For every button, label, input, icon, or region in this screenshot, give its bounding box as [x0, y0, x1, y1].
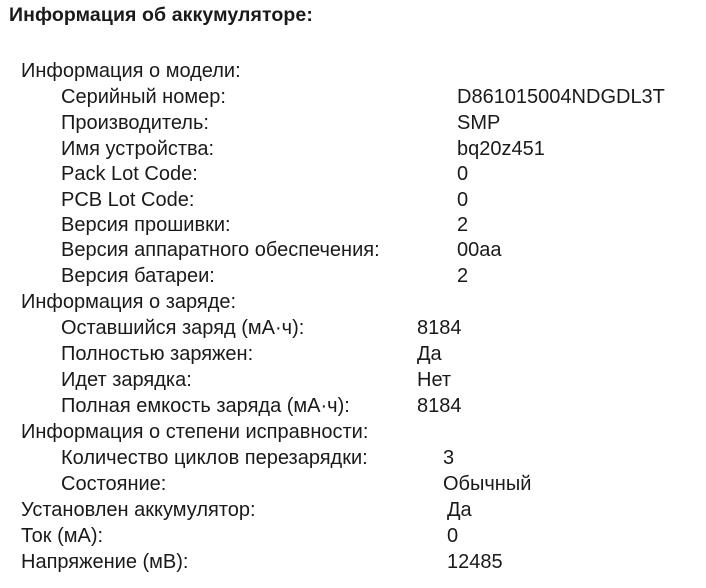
- amperage-label: Ток (мА):: [21, 525, 104, 547]
- pack-lot-code-value: 0: [457, 163, 469, 185]
- battery-version-value: 2: [457, 265, 469, 287]
- condition-label: Состояние:: [61, 473, 167, 495]
- pcb-lot-code-label: PCB Lot Code:: [61, 189, 195, 211]
- fully-charged-label: Полностью заряжен:: [61, 343, 254, 365]
- device-name-value: bq20z451: [457, 138, 545, 160]
- hardware-version-label: Версия аппаратного обеспечения:: [61, 239, 380, 261]
- cycle-count-value: 3: [443, 447, 455, 469]
- firmware-version-value: 2: [457, 214, 469, 236]
- battery-installed-value: Да: [447, 499, 472, 521]
- full-capacity-value: 8184: [417, 395, 462, 417]
- hardware-version-value: 00aa: [457, 239, 502, 261]
- page-title: Информация об аккумуляторе:: [9, 4, 313, 26]
- voltage-label: Напряжение (мВ):: [21, 551, 189, 573]
- serial-number-value: D861015004NDGDL3T: [457, 86, 665, 108]
- cycle-count-label: Количество циклов перезарядки:: [61, 447, 368, 469]
- remaining-charge-value: 8184: [417, 317, 462, 339]
- health-info-heading: Информация о степени исправности:: [21, 421, 369, 443]
- charge-info-heading: Информация о заряде:: [21, 291, 237, 313]
- firmware-version-label: Версия прошивки:: [61, 214, 231, 236]
- voltage-value: 12485: [447, 551, 503, 573]
- battery-installed-label: Установлен аккумулятор:: [21, 499, 256, 521]
- battery-version-label: Версия батареи:: [61, 265, 215, 287]
- device-name-label: Имя устройства:: [61, 138, 215, 160]
- fully-charged-value: Да: [417, 343, 442, 365]
- pack-lot-code-label: Pack Lot Code:: [61, 163, 198, 185]
- manufacturer-value: SMP: [457, 112, 501, 134]
- manufacturer-label: Производитель:: [61, 112, 209, 134]
- serial-number-label: Серийный номер:: [61, 86, 226, 108]
- pcb-lot-code-value: 0: [457, 189, 469, 211]
- model-info-heading: Информация о модели:: [21, 60, 241, 82]
- remaining-charge-label: Оставшийся заряд (мА·ч):: [61, 317, 305, 339]
- full-capacity-label: Полная емкость заряда (мА·ч):: [61, 395, 350, 417]
- charging-label: Идет зарядка:: [61, 369, 192, 391]
- charging-value: Нет: [417, 369, 452, 391]
- condition-value: Обычный: [443, 473, 532, 495]
- amperage-value: 0: [447, 525, 459, 547]
